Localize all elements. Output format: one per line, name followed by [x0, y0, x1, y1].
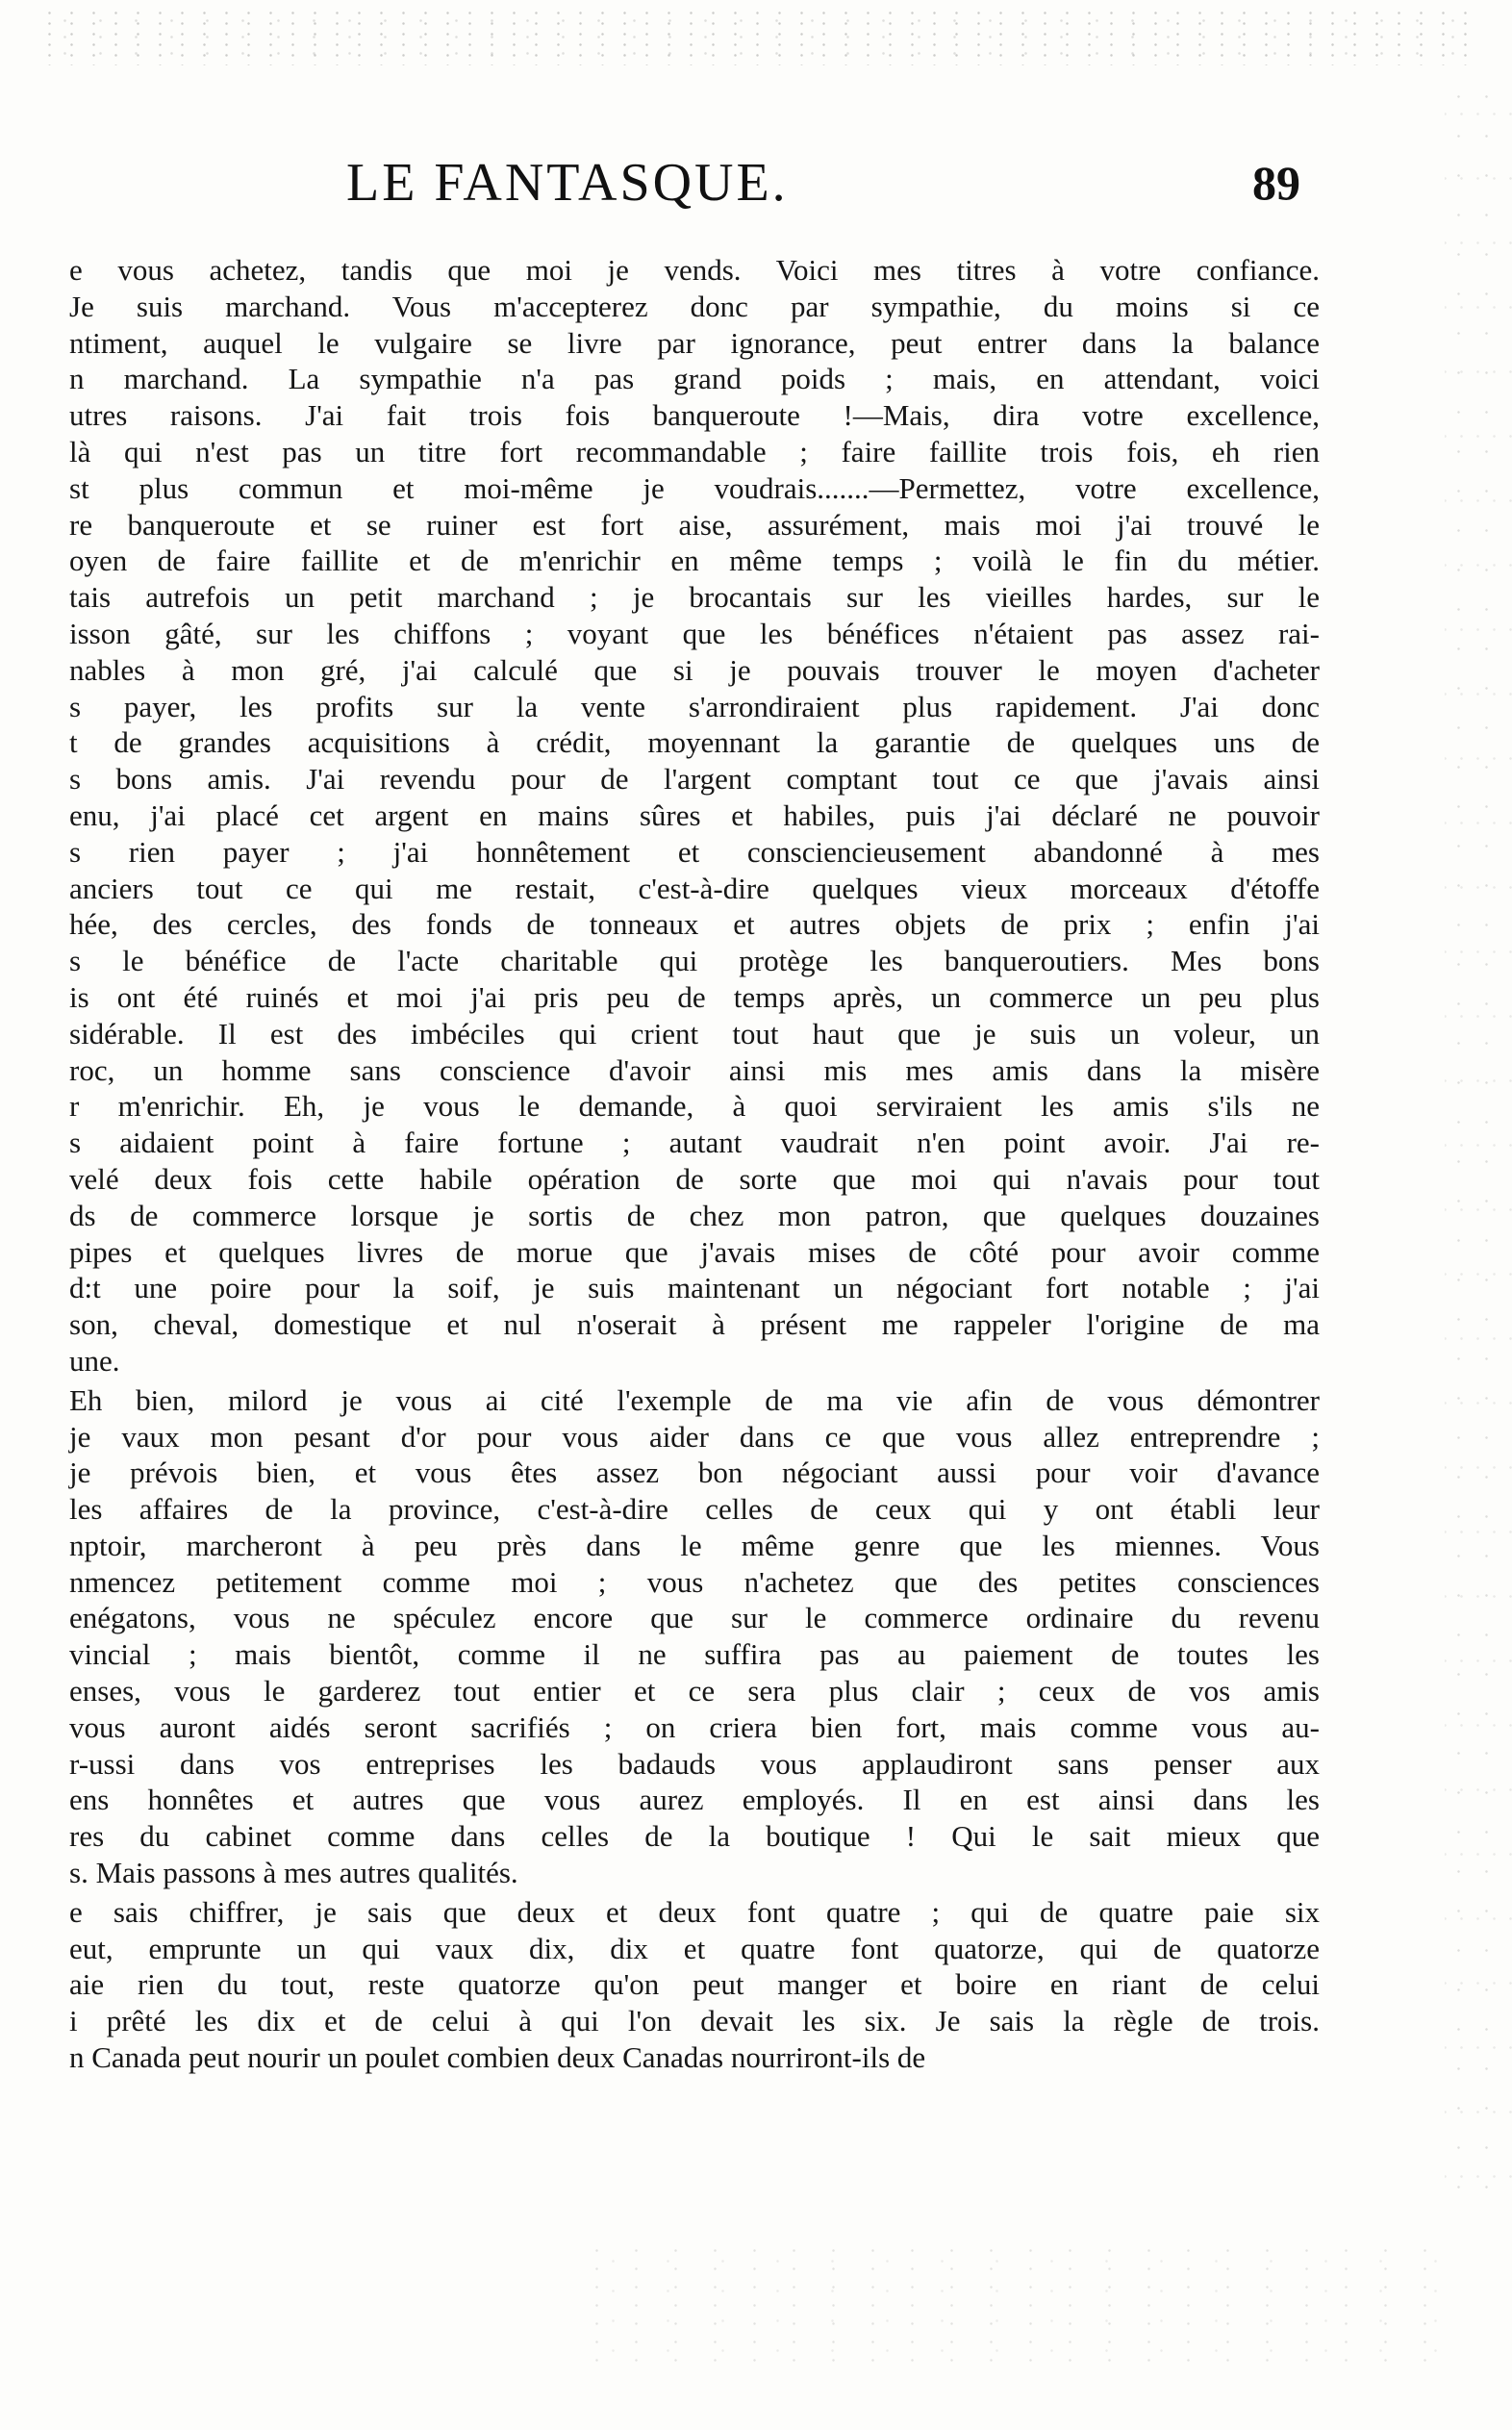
text-line: res du cabinet comme dans celles de la boutique ! Qui le sait mieux que: [69, 1819, 1320, 1854]
text-line: je vaux mon pesant d'or pour vous aider dans ce que vous allez entreprendre ;: [69, 1419, 1320, 1454]
text-line: nables à mon gré, j'ai calculé que si je pouvais trouver le moyen d'acheter: [69, 652, 1320, 687]
text-line: vous auront aidés seront sacrifiés ; on criera bien fort, mais comme vous au-: [69, 1709, 1320, 1744]
text-line: re banqueroute et se ruiner est fort aise, assurément, mais moi j'ai trouvé le: [69, 507, 1320, 542]
text-line: s. Mais passons à mes autres qualités.: [69, 1856, 518, 1890]
text-line: vincial ; mais bientôt, comme il ne suffira pas au paiement de toutes les: [69, 1637, 1320, 1672]
text-line: s aidaient point à faire fortune ; autant vaudrait n'en point avoir. J'ai re-: [69, 1126, 1320, 1160]
text-line: enégatons, vous ne spéculez encore que sur le commerce ordinaire du revenu: [69, 1601, 1320, 1635]
text-line: e vous achetez, tandis que moi je vends. Voici mes titres à votre confiance.: [69, 253, 1320, 287]
text-line: je prévois bien, et vous êtes assez bon négociant aussi pour voir d'avance: [69, 1455, 1320, 1490]
text-line: sidérable. Il est des imbéciles qui crient tout haut que je suis un voleur, un: [69, 1016, 1320, 1050]
text-line: ens honnêtes et autres que vous aurez employés. Il en est ainsi dans les: [69, 1783, 1320, 1817]
page-header: [0, 149, 1512, 226]
text-line: r-ussi dans vos entreprises les badauds vous applaudiront sans penser aux: [69, 1746, 1320, 1781]
text-line: Je suis marchand. Vous m'accepterez donc par sympathie, du moins si ce: [69, 289, 1320, 323]
text-line: s rien payer ; j'ai honnêtement et consciencieusement abandonné à mes: [69, 834, 1320, 869]
text-line: une.: [69, 1343, 120, 1378]
text-line: anciers tout ce qui me restait, c'est-à-dire quelques vieux morceaux d'étoffe: [69, 871, 1320, 905]
text-line: Eh bien, milord je vous ai cité l'exemple de ma vie afin de vous démontrer: [69, 1382, 1320, 1417]
text-line: d:t une poire pour la soif, je suis maintenant un négociant fort notable ; j'ai: [69, 1271, 1320, 1305]
scan-noise-top: [38, 8, 1481, 65]
text-line: utres raisons. J'ai fait trois fois banqueroute !—Mais, dira votre excellence,: [69, 398, 1320, 433]
text-line: oyen de faire faillite et de m'enrichir en même temps ; voilà le fin du métier.: [69, 544, 1320, 578]
text-line: là qui n'est pas un titre fort recommandable ; faire faillite trois fois, eh rien: [69, 434, 1320, 468]
text-line: st plus commun et moi-même je voudrais.......—Permettez, votre excellence,: [69, 470, 1320, 505]
text-line: s bons amis. J'ai revendu pour de l'argent comptant tout ce que j'avais ainsi: [69, 762, 1320, 797]
body-text: [69, 252, 1320, 2076]
text-line: t de grandes acquisitions à crédit, moyennant la garantie de quelques uns de: [69, 725, 1320, 760]
text-line: son, cheval, domestique et nul n'oserait à présent me rappeler l'origine de ma: [69, 1307, 1320, 1342]
text-line: i prêté les dix et de celui à qui l'on devait les six. Je sais la règle de trois.: [69, 2004, 1320, 2038]
page-number: 89: [1252, 156, 1300, 210]
text-line: nptoir, marcheront à peu près dans le même genre que les miennes. Vous: [69, 1528, 1320, 1562]
text-line: eut, emprunte un qui vaux dix, dix et quatre font quatorze, qui de quatorze: [69, 1931, 1320, 1965]
text-line: n Canada peut nourir un poulet combien deux Canadas nourriront-ils de: [69, 2040, 926, 2075]
text-line: n marchand. La sympathie n'a pas grand poids ; mais, en attendant, voici: [69, 362, 1320, 396]
text-line: pipes et quelques livres de morue que j'avais mises de côté pour avoir comme: [69, 1234, 1320, 1269]
text-line: is ont été ruinés et moi j'ai pris peu de temps après, un commerce un peu plus: [69, 979, 1320, 1014]
scan-noise-right: [1445, 77, 1512, 2193]
text-line: enses, vous le garderez tout entier et ce sera plus clair ; ceux de vos amis: [69, 1674, 1320, 1709]
text-line: tais autrefois un petit marchand ; je brocantais sur les vieilles hardes, sur le: [69, 580, 1320, 615]
text-line: enu, j'ai placé cet argent en mains sûres et habiles, puis j'ai déclaré ne pouvoir: [69, 797, 1320, 832]
text-line: roc, un homme sans conscience d'avoir ainsi mis mes amis dans la misère: [69, 1052, 1320, 1087]
scan-noise-bottom: [577, 2241, 1443, 2376]
text-line: r m'enrichir. Eh, je vous le demande, à quoi serviraient les amis s'ils ne: [69, 1089, 1320, 1124]
text-line: velé deux fois cette habile opération de sorte que moi qui n'avais pour tout: [69, 1161, 1320, 1196]
text-line: les affaires de la province, c'est-à-dire celles de ceux qui y ont établi leur: [69, 1492, 1320, 1527]
text-line: isson gâté, sur les chiffons ; voyant que les bénéfices n'étaient pas assez rai-: [69, 616, 1320, 650]
text-line: s le bénéfice de l'acte charitable qui protège les banqueroutiers. Mes bons: [69, 944, 1320, 978]
text-line: s payer, les profits sur la vente s'arrondiraient plus rapidement. J'ai donc: [69, 689, 1320, 723]
text-line: ds de commerce lorsque je sortis de chez mon patron, que quelques douzaines: [69, 1198, 1320, 1232]
text-line: hée, des cercles, des fonds de tonneaux et autres objets de prix ; enfin j'ai: [69, 907, 1320, 942]
text-line: aie rien du tout, reste quatorze qu'on peut manger et boire en riant de celui: [69, 1967, 1320, 2002]
text-line: nmencez petitement comme moi ; vous n'achetez que des petites consciences: [69, 1564, 1320, 1599]
text-line: ntiment, auquel le vulgaire se livre par ignorance, peut entrer dans la balance: [69, 325, 1320, 360]
running-title: LE FANTASQUE.: [346, 153, 789, 213]
text-line: e sais chiffrer, je sais que deux et deux font quatre ; qui de quatre paie six: [69, 1894, 1320, 1929]
